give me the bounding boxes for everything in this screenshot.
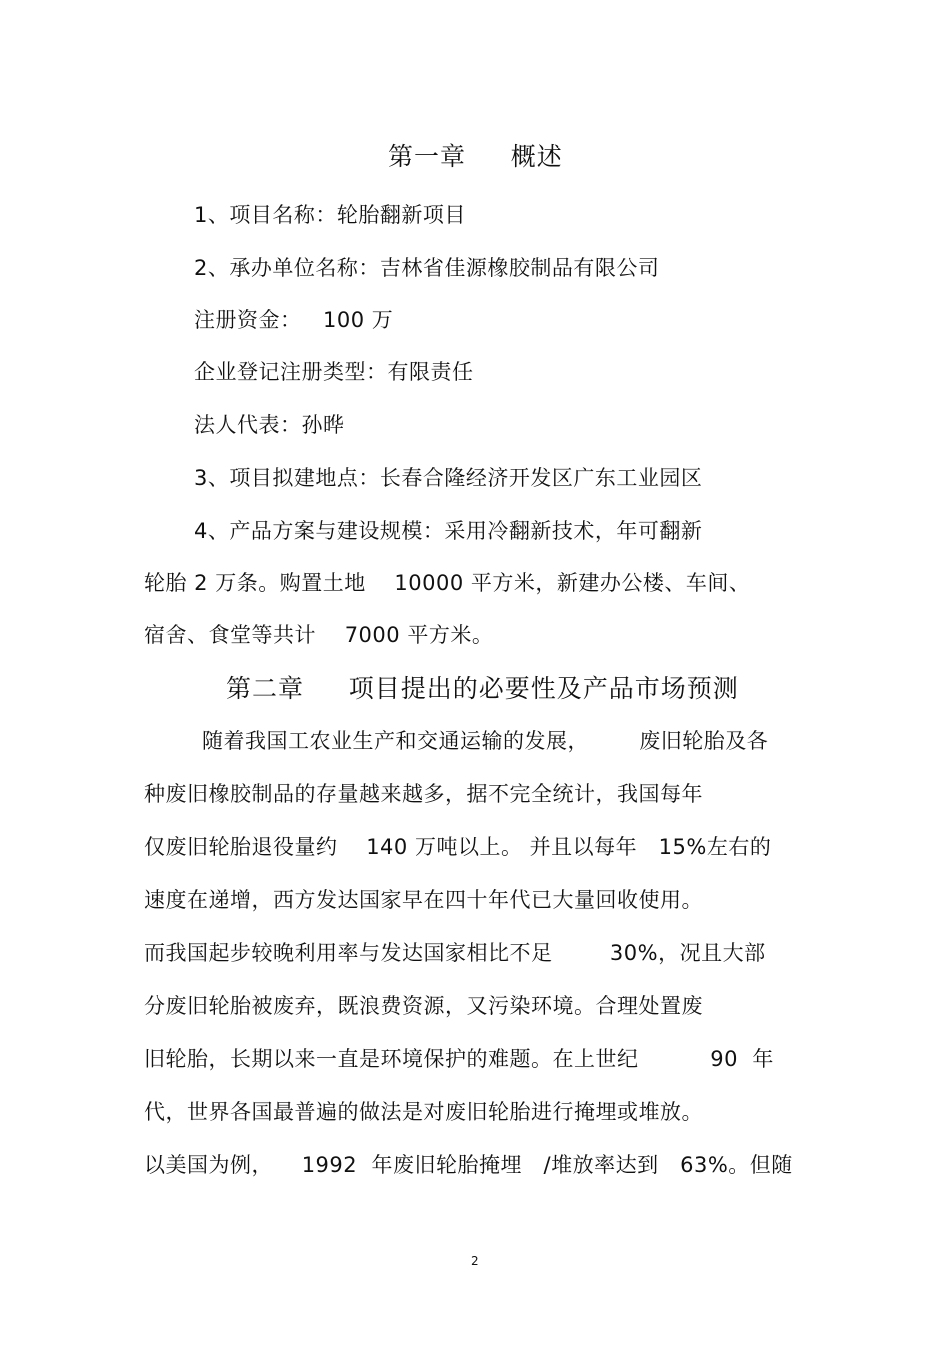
item-organizer: 2、承办单位名称：吉林省佳源橡胶制品有限公司 — [194, 256, 660, 280]
item-location: 3、项目拟建地点：长春合隆经济开发区广东工业园区 — [194, 466, 703, 490]
paragraph-line: 随着我国工农业生产和交通运输的发展， 废旧轮胎及各 — [202, 729, 769, 753]
item-product-plan: 4、产品方案与建设规模：采用冷翻新技术，年可翻新 — [194, 519, 703, 543]
paragraph-line: 代，世界各国最普遍的做法是对废旧轮胎进行掩埋或堆放。 — [144, 1100, 703, 1124]
item-project-name: 1、项目名称：轮胎翻新项目 — [194, 203, 466, 227]
item-registered-capital: 注册资金： 100 万 — [194, 308, 394, 332]
chapter1-title: 第一章 概述 — [388, 142, 563, 171]
paragraph-line: 而我国起步较晚利用率与发达国家相比不足 30%，况且大部 — [144, 941, 766, 965]
paragraph-line: 分废旧轮胎被废弃，既浪费资源，又污染环境。合理处置废 — [144, 994, 703, 1018]
item-registration-type: 企业登记注册类型：有限责任 — [194, 360, 474, 384]
chapter2-title: 第二章 项目提出的必要性及产品市场预测 — [226, 674, 739, 703]
item-product-plan-cont1: 轮胎 2 万条。购置土地 10000 平方米，新建办公楼、车间、 — [144, 571, 751, 595]
paragraph-line: 旧轮胎，长期以来一直是环境保护的难题。在上世纪 90 年 — [144, 1047, 774, 1071]
paragraph-line: 以美国为例， 1992 年废旧轮胎掩埋 /堆放率达到 63%。但随 — [144, 1153, 793, 1177]
paragraph-line: 仅废旧轮胎退役量约 140 万吨以上。 并且以每年 15%左右的 — [144, 835, 772, 859]
paragraph-line: 种废旧橡胶制品的存量越来越多，据不完全统计，我国每年 — [144, 782, 703, 806]
item-legal-representative: 法人代表：孙晔 — [194, 413, 345, 437]
paragraph-line: 速度在递增，西方发达国家早在四十年代已大量回收使用。 — [144, 888, 703, 912]
item-product-plan-cont2: 宿舍、食堂等共计 7000 平方米。 — [144, 623, 494, 647]
page-number: 2 — [471, 1254, 479, 1268]
